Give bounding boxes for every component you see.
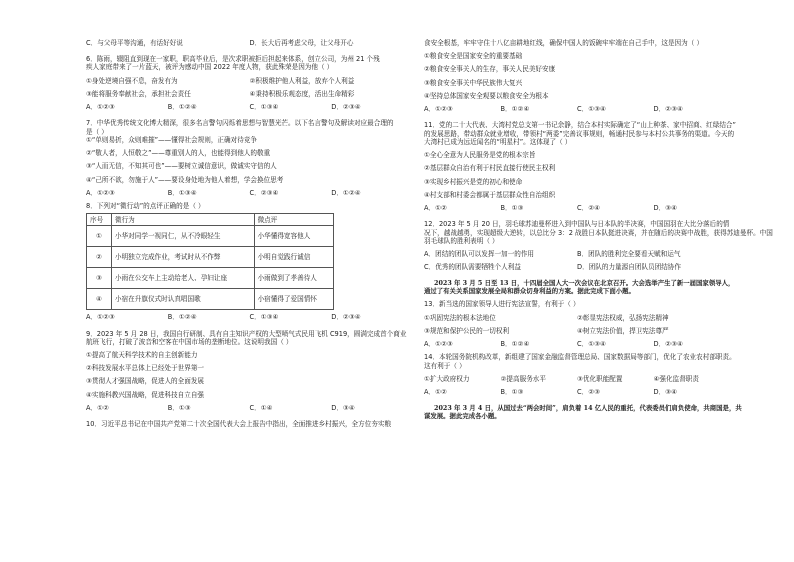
q8-header-comment: 微点评 bbox=[254, 214, 333, 226]
q10-stem-cont: 食安全根基，牢牢守住十八亿亩耕地红线，确保中国人的饭碗牢牢端在自己手中，这是因为（ ） bbox=[424, 39, 704, 47]
q6-item-4: ④秉持积极乐观态度，活出生命精彩 bbox=[249, 89, 355, 98]
question-14 bbox=[424, 353, 736, 397]
question-9 bbox=[86, 330, 413, 413]
q7-option-d: D．①②④ bbox=[331, 188, 361, 197]
q7-item-2: ②“敬人者，人恒敬之”——尊重别人的人，也能得到他人的敬重 bbox=[86, 149, 271, 158]
q8-row-2-num: ② bbox=[87, 247, 112, 268]
q6-item-3: ③能将服务奉献社会，承担社会责任 bbox=[86, 89, 191, 98]
q6-items-row-1 bbox=[86, 77, 413, 85]
q9-item-3: ③贯彻人才强国战略，促进人的全面发展 bbox=[86, 377, 205, 386]
q6-stem-line-1: 6．陈雨，辍阻直到现在一家职，职高毕业后，是次求职被拒后担起来体系，创立公司，为州 21 个残 bbox=[86, 55, 380, 64]
q7-stem-line-2: 是（ ） bbox=[86, 127, 108, 136]
q13-option-a: A．①②③ bbox=[424, 340, 453, 349]
q8-row-2-action: 小明独立完成作业，考试时从不作弊 bbox=[112, 247, 255, 268]
q7-stem-line-1: 7．中华优秀传统文化博大精深，很多名言警句闪烁着思想与智慧光芒。以下名言警句及解读对应最合理的 bbox=[86, 119, 394, 128]
material-2023-03-04 bbox=[424, 404, 742, 421]
q8-options bbox=[86, 313, 413, 321]
q10-item-4: ④坚持总体国家安全观要以粮食安全为根本 bbox=[424, 91, 549, 100]
q14-options bbox=[424, 388, 730, 396]
question-7 bbox=[86, 119, 413, 197]
q9-option-b: B．①③ bbox=[167, 403, 191, 412]
q14-items bbox=[424, 375, 730, 383]
question-12 bbox=[424, 220, 773, 272]
q5-option-d: D．长大后再考虑父母，让父母开心 bbox=[249, 39, 354, 47]
q8-stem: 8．下列对“微行动”的点评正确的是（ ） bbox=[86, 202, 205, 211]
q10-stem-start: 10．习近平总书记在中国共产党第二十次全国代表大会上报告中指出，全面推进乡村振兴，全方位夯实粮 bbox=[86, 420, 392, 429]
q11-option-c: C．②④ bbox=[577, 204, 601, 213]
q9-option-a: A．①② bbox=[86, 403, 109, 412]
left-column bbox=[86, 39, 413, 428]
q8-row-2-comment: 小明自觉践行诚信 bbox=[257, 253, 311, 262]
q13-option-b: B．①②④ bbox=[500, 340, 530, 349]
q11-stem-line-1: 11．党的二十大代表、大湾村党总支第一书记余静，结合本村实际确定了“山上种茶、家中招商、红绿结合” bbox=[424, 121, 736, 130]
q11-option-d: D．③④ bbox=[653, 204, 677, 213]
q9-option-c: C．①④ bbox=[249, 403, 273, 412]
q6-stem-line-2: 疾人家庭带来了一片蓝天，被评为感动中国 2022 年度人物，获此殊荣是因为他（ ） bbox=[86, 63, 334, 72]
q5-options-cd bbox=[86, 39, 413, 47]
q11-item-1: ①全心全意为人民服务是党的根本宗旨 bbox=[424, 151, 536, 160]
q7-item-3: ③“人而无信，不知其可也”——要树立诚信意识，做诚实守信的人 bbox=[86, 162, 277, 171]
q11-stem-line-2: 的发展思路，带动群众就业增收，带领村“两委”完善议事规则，畅通村民参与本村公共事务的渠道。今天的 bbox=[424, 129, 735, 138]
q14-option-d: D．③④ bbox=[653, 388, 677, 397]
q13-option-d: D．②③④ bbox=[653, 340, 683, 349]
material-2-line-1: 2023 年 3 月 4 日，从国过去“两会时间”，肩负着 14 亿人民的重托，代表委员们肩负使命，共商国是，共 bbox=[434, 404, 742, 413]
q12-stem-line-2: 况下，越战越勇，实现超级大逆转，以总比分 3：2 战胜日本队挺进决赛，并在随后的决赛中战胜，获得苏迪曼杯。中国 bbox=[424, 228, 773, 237]
q8-row-1-comment: 小华懂得宽容他人 bbox=[255, 226, 333, 247]
question-11 bbox=[424, 121, 736, 213]
q7-option-a: A．①②③ bbox=[86, 188, 115, 197]
q11-stem-line-3: 大湾村已成为远近闻名的“明星村”。这体现了（ ） bbox=[424, 137, 572, 146]
q8-row-1-num: ① bbox=[87, 226, 112, 247]
q8-option-d: D．②③④ bbox=[331, 313, 361, 322]
q5-option-c: C．与父母平等沟通，有话好好说 bbox=[86, 39, 183, 47]
q8-row-4-comment: 小宿懂得了爱国情怀 bbox=[254, 289, 333, 310]
q14-stem-line-1: 14．本轮国务院机构改革，新组建了国家金融监督管理总局、国家数据局等部门，优化了农业农村部职责。 bbox=[424, 353, 736, 362]
q14-item-1: ①扩大政府权力 bbox=[424, 374, 470, 383]
q14-item-4: ④强化监督职责 bbox=[653, 374, 699, 383]
q6-items-row-2 bbox=[86, 90, 413, 98]
question-8 bbox=[86, 202, 413, 321]
q11-item-3: ③实现乡村振兴是党的初心和使命 bbox=[424, 177, 523, 186]
question-13 bbox=[424, 300, 730, 348]
q13-item-1: ①巩固宪法的根本法地位 bbox=[424, 313, 496, 322]
q6-options bbox=[86, 103, 413, 111]
q9-item-1: ①提高了航天科学技术的自主创新能力 bbox=[86, 350, 198, 359]
q10-item-1: ①粮食安全是国家安全的重要基础 bbox=[424, 52, 523, 61]
q13-item-4: ④树立宪法价值，捍卫宪法尊严 bbox=[577, 326, 669, 335]
q6-item-2: ②积极维护他人利益，放弃个人利益 bbox=[249, 76, 355, 85]
q8-row-3-comment: 小雨做到了孝善待人 bbox=[254, 268, 333, 289]
q8-header-num: 序号 bbox=[87, 214, 112, 226]
q6-item-1: ①身处逆境自强不息，奋发有为 bbox=[86, 76, 178, 85]
q14-stem-line-2: 这有利于（ ） bbox=[424, 361, 466, 370]
material-1-line-1: 2023 年 3 月 5 日至 13 日，十四届全国人大一次会议在北京召开。大会选举产生了新一届国家领导人， bbox=[434, 279, 735, 288]
q12-stem-line-1: 12．2023 年 5 月 20 日，羽毛球苏迪曼杯进入到中国队与日本队的半决赛，中国国羽在大比分落后的情 bbox=[424, 220, 730, 229]
q8-option-a: A．①②③ bbox=[86, 313, 115, 322]
q6-option-c: C．①③④ bbox=[249, 103, 279, 112]
q11-item-2: ②基层群众自治有利于村民直接行使民主权利 bbox=[424, 164, 556, 173]
right-column bbox=[424, 39, 773, 421]
q7-options bbox=[86, 189, 413, 197]
table-row bbox=[87, 226, 334, 247]
q12-option-a: A．团结的团队可以发挥一加一的作用 bbox=[424, 249, 535, 258]
q13-option-c: C．①③④ bbox=[577, 340, 606, 349]
q8-row-3-action: 小雨在公交车上主动给老人、孕妇让座 bbox=[112, 268, 255, 289]
q14-option-c: C．②③ bbox=[577, 388, 601, 397]
q8-table bbox=[86, 213, 334, 310]
material-2023-03-05 bbox=[424, 279, 735, 296]
q7-option-b: B．①③④ bbox=[167, 188, 197, 197]
q8-table-header bbox=[87, 214, 334, 226]
q8-header-action: 微行为 bbox=[112, 214, 255, 226]
q9-option-d: D．③④ bbox=[331, 403, 355, 412]
question-6 bbox=[86, 55, 413, 111]
q14-option-b: B．①③ bbox=[500, 388, 524, 397]
q9-item-4: ④实施科教兴国战略，促进科技自立自强 bbox=[86, 390, 205, 399]
q6-option-d: D．②③④ bbox=[331, 103, 361, 112]
q14-item-2: ②提高服务水平 bbox=[500, 374, 546, 383]
table-row bbox=[87, 289, 334, 310]
table-row bbox=[87, 268, 334, 289]
q8-option-c: C．①③④ bbox=[249, 313, 279, 322]
q13-item-2: ②彰显宪法权威，弘扬宪法精神 bbox=[577, 313, 669, 322]
q11-options bbox=[424, 204, 730, 212]
q12-option-d: D．团队的力量源自团队员团结协作 bbox=[577, 263, 681, 272]
q10-option-a: A．①②③ bbox=[424, 105, 453, 114]
material-2-line-2: 谋发展。据此完成各小题。 bbox=[424, 412, 501, 421]
q13-items-row-2 bbox=[424, 327, 730, 335]
q10-option-c: C．①③④ bbox=[577, 105, 606, 114]
q9-stem-line-1: 9．2023 年 5 月 28 日，我国自行研制、具有自主知识产权的大型喷气式民用飞机 C919，圆满完成首个商业 bbox=[86, 329, 407, 338]
q8-row-4-num: ④ bbox=[87, 289, 112, 310]
q10-options bbox=[424, 105, 730, 113]
q8-option-b: B．①②④ bbox=[167, 313, 197, 322]
q8-row-4-action: 小宿在升旗仪式时认真唱国歌 bbox=[112, 289, 255, 310]
q13-stem: 13．新当选的国家领导人进行宪法宣誓，有利于（ ） bbox=[424, 300, 580, 309]
q8-row-3-num: ③ bbox=[87, 268, 112, 289]
q12-stem-line-3: 羽毛球队的胜利表明（ ） bbox=[424, 236, 499, 245]
q9-stem-line-2: 航班飞行，打破了波音和空客在中国市场的垄断地位。这说明我国（ ） bbox=[86, 337, 293, 346]
q10-item-3: ③粮食安全事关中华民族伟大复兴 bbox=[424, 78, 523, 87]
q10-option-b: B．①②④ bbox=[500, 105, 530, 114]
q8-row-1-action: 小华对同学一视同仁，从不冷眼轻生 bbox=[112, 226, 255, 247]
q13-item-3: ③规范和保护公民的一切权利 bbox=[424, 326, 510, 335]
q11-option-b: B．①③ bbox=[500, 204, 524, 213]
question-10-continued bbox=[424, 39, 730, 113]
q10-item-2: ②粮食安全事关人的生存，事关人民美好安康 bbox=[424, 65, 556, 74]
q10-option-d: D．②③④ bbox=[653, 105, 683, 114]
material-1-line-2: 通过了有关关系国家发展全局和群众切身利益的方案。据此完成下面小题。 bbox=[424, 287, 635, 296]
q13-options bbox=[424, 340, 730, 348]
q7-item-1: ①“单则易折，众则难摧”——懂得社会规则，正确对待竞争 bbox=[86, 135, 257, 144]
q9-options bbox=[86, 404, 413, 412]
q6-option-a: A．①②③ bbox=[86, 103, 115, 112]
q14-item-3: ③优化职能配置 bbox=[577, 374, 623, 383]
q14-option-a: A．①② bbox=[424, 388, 447, 397]
q11-item-4: ④村支部和村委会都属于基层群众性自治组织 bbox=[424, 190, 556, 199]
q12-options-row-2 bbox=[424, 263, 730, 271]
q12-option-b: B．团队的胜利完全要看天赋和运气 bbox=[577, 249, 681, 258]
q12-options-row-1 bbox=[424, 250, 730, 258]
q7-item-4: ④“己所不欲，勿施于人”——要设身处地为他人着想，学会换位思考 bbox=[86, 175, 284, 184]
q7-option-c: C．②③④ bbox=[249, 188, 279, 197]
q9-item-2: ②科技发展水平总体上已经处于世界第一 bbox=[86, 364, 205, 373]
q8-merged-comment bbox=[254, 226, 333, 268]
q12-option-c: C．优秀的团队需要牺牲个人利益 bbox=[424, 263, 521, 272]
q13-items-row-1 bbox=[424, 314, 730, 322]
q6-option-b: B．①②④ bbox=[167, 103, 197, 112]
q11-option-a: A．①② bbox=[424, 204, 447, 213]
